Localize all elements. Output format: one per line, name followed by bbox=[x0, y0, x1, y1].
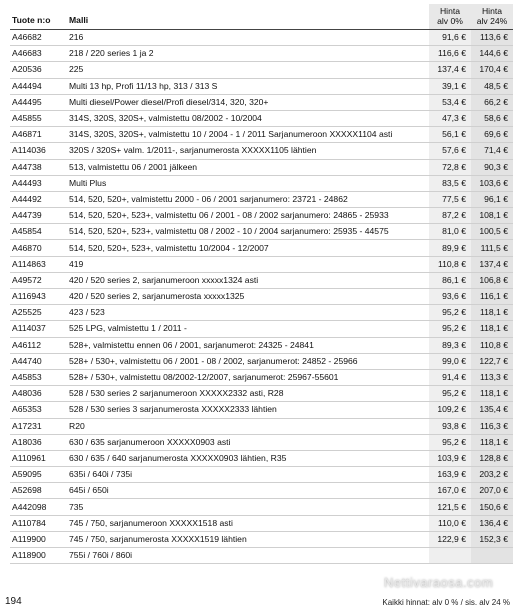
model-cell: 745 / 750, sarjanumeroon XXXXX1518 asti bbox=[66, 515, 429, 531]
price-net-cell: 83,5 € bbox=[429, 175, 471, 191]
product-code-cell: A44494 bbox=[10, 78, 66, 94]
table-row bbox=[10, 337, 513, 353]
model-cell: 314S, 320S, 320S+, valmistettu 08/2002 - 10/2004 bbox=[66, 110, 429, 126]
price-net-cell: 39,1 € bbox=[429, 78, 471, 94]
header-price-gross-line1: Hinta bbox=[481, 6, 503, 16]
price-net-cell: 110,8 € bbox=[429, 256, 471, 272]
price-gross-cell: 106,8 € bbox=[471, 272, 513, 288]
price-net-cell: 110,0 € bbox=[429, 515, 471, 531]
price-gross-cell: 69,6 € bbox=[471, 127, 513, 143]
table-row bbox=[10, 159, 513, 175]
price-net-cell: 167,0 € bbox=[429, 483, 471, 499]
table-row bbox=[10, 110, 513, 126]
product-code-cell: A48036 bbox=[10, 386, 66, 402]
price-gross-cell: 203,2 € bbox=[471, 467, 513, 483]
price-net-cell: 95,2 € bbox=[429, 434, 471, 450]
model-cell: 514, 520, 520+, 523+, valmistettu 08 / 2002 - 10 / 2004 sarjanumero: 25935 - 44575 bbox=[66, 224, 429, 240]
product-code-cell: A114037 bbox=[10, 321, 66, 337]
table-row bbox=[10, 321, 513, 337]
table-row bbox=[10, 467, 513, 483]
price-gross-cell: 90,3 € bbox=[471, 159, 513, 175]
price-net-cell: 137,4 € bbox=[429, 62, 471, 78]
table-row bbox=[10, 369, 513, 385]
price-gross-cell: 58,6 € bbox=[471, 110, 513, 126]
table-row bbox=[10, 434, 513, 450]
price-gross-cell: 116,3 € bbox=[471, 418, 513, 434]
table-row bbox=[10, 515, 513, 531]
price-net-cell: 93,8 € bbox=[429, 418, 471, 434]
price-gross-cell: 103,6 € bbox=[471, 175, 513, 191]
price-net-cell: 116,6 € bbox=[429, 46, 471, 62]
price-gross-cell: 122,7 € bbox=[471, 353, 513, 369]
table-row bbox=[10, 289, 513, 305]
price-gross-cell: 135,4 € bbox=[471, 402, 513, 418]
model-cell: 745 / 750, sarjanumerosta XXXXX1519 lähtien bbox=[66, 531, 429, 547]
table-row bbox=[10, 175, 513, 191]
price-gross-cell: 113,6 € bbox=[471, 30, 513, 46]
model-cell: 216 bbox=[66, 30, 429, 46]
price-gross-cell: 116,1 € bbox=[471, 289, 513, 305]
table-row bbox=[10, 46, 513, 62]
table-row bbox=[10, 256, 513, 272]
price-gross-cell: 71,4 € bbox=[471, 143, 513, 159]
price-net-cell: 91,6 € bbox=[429, 30, 471, 46]
table-row bbox=[10, 418, 513, 434]
header-product-code: Tuote n:o bbox=[10, 4, 66, 30]
price-net-cell: 57,6 € bbox=[429, 143, 471, 159]
watermark-text: Nettivaraosa.com bbox=[384, 575, 494, 590]
price-net-cell: 53,4 € bbox=[429, 94, 471, 110]
model-cell: 528 / 530 series 3 sarjanumerosta XXXXX2333 lähtien bbox=[66, 402, 429, 418]
product-code-cell: A44739 bbox=[10, 208, 66, 224]
price-net-cell: 77,5 € bbox=[429, 191, 471, 207]
header-price-net bbox=[429, 4, 471, 30]
price-gross-cell: 136,4 € bbox=[471, 515, 513, 531]
table-row bbox=[10, 208, 513, 224]
model-cell: 320S / 320S+ valm. 1/2011-, sarjanumerosta XXXXX1105 lähtien bbox=[66, 143, 429, 159]
product-code-cell: A442098 bbox=[10, 499, 66, 515]
product-code-cell: A114036 bbox=[10, 143, 66, 159]
product-code-cell: A46870 bbox=[10, 240, 66, 256]
model-cell: 635i / 640i / 735i bbox=[66, 467, 429, 483]
page-number: 194 bbox=[5, 596, 22, 607]
model-cell: 755i / 760i / 860i bbox=[66, 548, 429, 564]
price-gross-cell bbox=[471, 548, 513, 564]
price-net-cell: 122,9 € bbox=[429, 531, 471, 547]
product-code-cell: A119900 bbox=[10, 531, 66, 547]
table-row bbox=[10, 353, 513, 369]
product-code-cell: A114863 bbox=[10, 256, 66, 272]
product-code-cell: A46112 bbox=[10, 337, 66, 353]
table-row bbox=[10, 127, 513, 143]
price-gross-cell: 96,1 € bbox=[471, 191, 513, 207]
table-row bbox=[10, 191, 513, 207]
price-gross-cell: 113,3 € bbox=[471, 369, 513, 385]
price-gross-cell: 118,1 € bbox=[471, 386, 513, 402]
model-cell: 528 / 530 series 2 sarjanumeroon XXXXX2332 asti, R28 bbox=[66, 386, 429, 402]
product-code-cell: A44495 bbox=[10, 94, 66, 110]
price-net-cell: 87,2 € bbox=[429, 208, 471, 224]
price-gross-cell: 111,5 € bbox=[471, 240, 513, 256]
price-net-cell: 91,4 € bbox=[429, 369, 471, 385]
table-row bbox=[10, 450, 513, 466]
table-row bbox=[10, 272, 513, 288]
price-net-cell: 95,2 € bbox=[429, 321, 471, 337]
model-cell: 630 / 635 sarjanumeroon XXXXX0903 asti bbox=[66, 434, 429, 450]
header-price-gross bbox=[471, 4, 513, 30]
price-net-cell: 86,1 € bbox=[429, 272, 471, 288]
price-list-sheet bbox=[10, 4, 513, 564]
price-net-cell: 99,0 € bbox=[429, 353, 471, 369]
product-code-cell: A118900 bbox=[10, 548, 66, 564]
price-gross-cell: 66,2 € bbox=[471, 94, 513, 110]
price-gross-cell: 170,4 € bbox=[471, 62, 513, 78]
table-row bbox=[10, 386, 513, 402]
price-net-cell bbox=[429, 548, 471, 564]
model-cell: 423 / 523 bbox=[66, 305, 429, 321]
price-gross-cell: 128,8 € bbox=[471, 450, 513, 466]
price-net-cell: 56,1 € bbox=[429, 127, 471, 143]
model-cell: 528+ / 530+, valmistettu 06 / 2001 - 08 / 2002, sarjanumerot: 24852 - 25966 bbox=[66, 353, 429, 369]
product-code-cell: A49572 bbox=[10, 272, 66, 288]
product-code-cell: A44492 bbox=[10, 191, 66, 207]
model-cell: 514, 520, 520+, valmistettu 2000 - 06 / 2001 sarjanumero: 23721 - 24862 bbox=[66, 191, 429, 207]
product-code-cell: A44493 bbox=[10, 175, 66, 191]
product-code-cell: A116943 bbox=[10, 289, 66, 305]
table-row bbox=[10, 305, 513, 321]
product-code-cell: A110784 bbox=[10, 515, 66, 531]
product-code-cell: A46683 bbox=[10, 46, 66, 62]
model-cell: 630 / 635 / 640 sarjanumerosta XXXXX0903 lähtien, R35 bbox=[66, 450, 429, 466]
table-header-row bbox=[10, 4, 513, 30]
price-net-cell: 109,2 € bbox=[429, 402, 471, 418]
model-cell: 419 bbox=[66, 256, 429, 272]
model-cell: 218 / 220 series 1 ja 2 bbox=[66, 46, 429, 62]
product-code-cell: A65353 bbox=[10, 402, 66, 418]
price-gross-cell: 110,8 € bbox=[471, 337, 513, 353]
product-code-cell: A59095 bbox=[10, 467, 66, 483]
price-net-cell: 121,5 € bbox=[429, 499, 471, 515]
price-net-cell: 81,0 € bbox=[429, 224, 471, 240]
product-code-cell: A46682 bbox=[10, 30, 66, 46]
product-code-cell: A110961 bbox=[10, 450, 66, 466]
price-net-cell: 163,9 € bbox=[429, 467, 471, 483]
product-code-cell: A45853 bbox=[10, 369, 66, 385]
price-gross-cell: 144,6 € bbox=[471, 46, 513, 62]
price-net-cell: 103,9 € bbox=[429, 450, 471, 466]
header-price-net-line2: alv 0% bbox=[437, 16, 463, 26]
product-code-cell: A52698 bbox=[10, 483, 66, 499]
table-row bbox=[10, 483, 513, 499]
table-row bbox=[10, 499, 513, 515]
product-code-cell: A45854 bbox=[10, 224, 66, 240]
table-row bbox=[10, 240, 513, 256]
price-gross-cell: 118,1 € bbox=[471, 434, 513, 450]
model-cell: 514, 520, 520+, 523+, valmistettu 06 / 2001 - 08 / 2002 sarjanumero: 24865 - 25933 bbox=[66, 208, 429, 224]
model-cell: Multi Plus bbox=[66, 175, 429, 191]
price-table bbox=[10, 4, 513, 564]
model-cell: R20 bbox=[66, 418, 429, 434]
price-net-cell: 89,9 € bbox=[429, 240, 471, 256]
price-net-cell: 72,8 € bbox=[429, 159, 471, 175]
price-gross-cell: 207,0 € bbox=[471, 483, 513, 499]
price-note: Kaikki hinnat: alv 0 % / sis. alv 24 % bbox=[382, 598, 510, 607]
price-net-cell: 93,6 € bbox=[429, 289, 471, 305]
price-net-cell: 89,3 € bbox=[429, 337, 471, 353]
price-net-cell: 95,2 € bbox=[429, 305, 471, 321]
model-cell: 513, valmistettu 06 / 2001 jälkeen bbox=[66, 159, 429, 175]
price-gross-cell: 100,5 € bbox=[471, 224, 513, 240]
table-row bbox=[10, 531, 513, 547]
price-gross-cell: 152,3 € bbox=[471, 531, 513, 547]
product-code-cell: A20536 bbox=[10, 62, 66, 78]
product-code-cell: A17231 bbox=[10, 418, 66, 434]
table-row bbox=[10, 78, 513, 94]
model-cell: 735 bbox=[66, 499, 429, 515]
product-code-cell: A18036 bbox=[10, 434, 66, 450]
price-gross-cell: 118,1 € bbox=[471, 305, 513, 321]
model-cell: 420 / 520 series 2, sarjanumeroon xxxxx1324 asti bbox=[66, 272, 429, 288]
product-code-cell: A44740 bbox=[10, 353, 66, 369]
table-row bbox=[10, 143, 513, 159]
price-gross-cell: 137,4 € bbox=[471, 256, 513, 272]
model-cell: 525 LPG, valmistettu 1 / 2011 - bbox=[66, 321, 429, 337]
table-row bbox=[10, 94, 513, 110]
price-gross-cell: 108,1 € bbox=[471, 208, 513, 224]
header-price-net-line1: Hinta bbox=[439, 6, 461, 16]
product-code-cell: A45855 bbox=[10, 110, 66, 126]
model-cell: 528+ / 530+, valmistettu 08/2002-12/2007, sarjanumerot: 25967-55601 bbox=[66, 369, 429, 385]
model-cell: 314S, 320S, 320S+, valmistettu 10 / 2004 - 1 / 2011 Sarjanumeroon XXXXX1104 asti bbox=[66, 127, 429, 143]
header-price-gross-line2: alv 24% bbox=[476, 16, 508, 26]
model-cell: 420 / 520 series 2, sarjanumerosta xxxxx1325 bbox=[66, 289, 429, 305]
product-code-cell: A44738 bbox=[10, 159, 66, 175]
table-row bbox=[10, 548, 513, 564]
price-net-cell: 47,3 € bbox=[429, 110, 471, 126]
model-cell: Multi 13 hp, Profi 11/13 hp, 313 / 313 S bbox=[66, 78, 429, 94]
table-row bbox=[10, 224, 513, 240]
product-code-cell: A25525 bbox=[10, 305, 66, 321]
table-row bbox=[10, 62, 513, 78]
table-row bbox=[10, 30, 513, 46]
model-cell: 645i / 650i bbox=[66, 483, 429, 499]
product-code-cell: A46871 bbox=[10, 127, 66, 143]
model-cell: 528+, valmistettu ennen 06 / 2001, sarjanumerot: 24325 - 24841 bbox=[66, 337, 429, 353]
model-cell: 514, 520, 520+, 523+, valmistettu 10/2004 - 12/2007 bbox=[66, 240, 429, 256]
price-gross-cell: 150,6 € bbox=[471, 499, 513, 515]
price-gross-cell: 118,1 € bbox=[471, 321, 513, 337]
table-row bbox=[10, 402, 513, 418]
model-cell: Multi diesel/Power diesel/Profi diesel/314, 320, 320+ bbox=[66, 94, 429, 110]
header-model: Malli bbox=[66, 4, 429, 30]
price-gross-cell: 48,5 € bbox=[471, 78, 513, 94]
price-net-cell: 95,2 € bbox=[429, 386, 471, 402]
model-cell: 225 bbox=[66, 62, 429, 78]
